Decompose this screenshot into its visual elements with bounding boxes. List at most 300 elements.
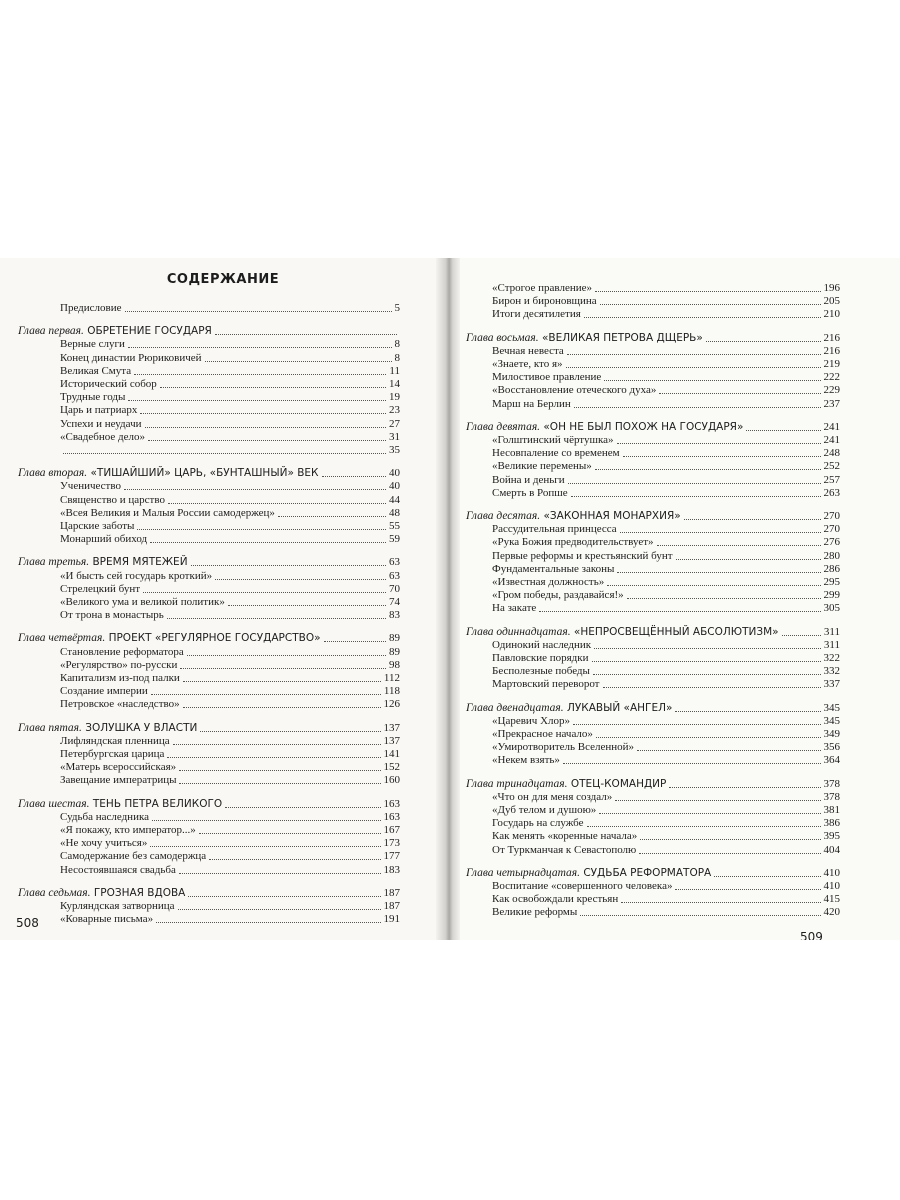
toc-entry bbox=[60, 685, 400, 698]
page-number: 11 bbox=[389, 364, 400, 377]
chapter-title: СУДЬБА РЕФОРМАТОРА bbox=[579, 866, 712, 879]
dot-leader bbox=[124, 489, 386, 490]
page-number: 241 bbox=[823, 434, 840, 446]
toc-entry-title: Создание империи bbox=[60, 685, 148, 698]
toc-entry bbox=[492, 295, 840, 308]
toc-entry-title: Несостоявшаяся свадьба bbox=[60, 863, 176, 876]
toc-entry-title: «Всея Великия и Малыя России самодержец» bbox=[60, 506, 275, 519]
dot-leader bbox=[150, 542, 386, 543]
toc-entry-title: Смерть в Ропше bbox=[492, 486, 568, 499]
toc-entry bbox=[492, 830, 840, 843]
page-number: 63 bbox=[389, 569, 400, 582]
toc-entry-title bbox=[18, 556, 188, 569]
page-number: 222 bbox=[823, 371, 840, 384]
toc-entry bbox=[60, 837, 400, 850]
page-number: 8 bbox=[394, 338, 400, 351]
toc-entry bbox=[492, 678, 840, 691]
page-number: 163 bbox=[383, 810, 400, 823]
dot-leader bbox=[179, 770, 380, 771]
page-number: 395 bbox=[823, 830, 840, 843]
toc-entry-title: Успехи и неудачи bbox=[60, 417, 142, 430]
toc-entry bbox=[60, 748, 400, 761]
page-number: 332 bbox=[823, 665, 840, 678]
toc-entry bbox=[492, 741, 840, 754]
dot-leader bbox=[215, 334, 397, 335]
toc-chapter-entry bbox=[466, 332, 840, 345]
page-number: 44 bbox=[389, 493, 400, 506]
toc-entry-title: Судьба наследника bbox=[60, 810, 150, 823]
dot-leader bbox=[620, 532, 821, 533]
toc-entry bbox=[60, 480, 400, 493]
toc-entry bbox=[492, 384, 840, 397]
dot-leader bbox=[225, 807, 380, 808]
page-number-left: 508 bbox=[16, 916, 39, 930]
toc-entry-title: Как менять «коренные начала» bbox=[492, 830, 638, 843]
toc-chapter-entry bbox=[18, 887, 400, 900]
toc-entry-title bbox=[18, 467, 319, 480]
page-number: 163 bbox=[383, 797, 400, 810]
toc-entry-title: Бесполезные победы bbox=[492, 665, 590, 678]
dot-leader bbox=[322, 476, 387, 477]
chapter-number: Глава десятая. bbox=[466, 510, 541, 522]
toc-entry-title: Трудные годы bbox=[60, 391, 126, 404]
chapter-title: ЛУКАВЫЙ «АНГЕЛ» bbox=[563, 701, 673, 714]
chapter-number: Глава шестая. bbox=[18, 797, 90, 810]
dot-leader bbox=[143, 592, 386, 593]
dot-leader bbox=[706, 341, 821, 342]
dot-leader bbox=[151, 694, 381, 695]
toc-entry-title: Воспитание «совершенного человека» bbox=[492, 880, 673, 892]
toc-entry bbox=[60, 404, 400, 417]
toc-entry bbox=[60, 698, 400, 711]
chapter-number: Глава четырнадцатая. bbox=[466, 866, 580, 879]
chapter-title: ТЕНЬ ПЕТРА ВЕЛИКОГО bbox=[89, 797, 223, 810]
toc-entry bbox=[60, 774, 400, 787]
page-number: 378 bbox=[823, 790, 840, 803]
chapter-title: ГРОЗНАЯ ВДОВА bbox=[90, 886, 186, 899]
page-number: 305 bbox=[823, 602, 840, 615]
page-number: 241 bbox=[823, 420, 840, 433]
toc-entry bbox=[492, 754, 840, 767]
page-number: 89 bbox=[389, 645, 400, 658]
dot-leader bbox=[178, 909, 381, 910]
toc-entry bbox=[60, 672, 400, 685]
toc-entry bbox=[60, 444, 400, 457]
dot-leader bbox=[200, 731, 380, 732]
dot-leader bbox=[145, 427, 386, 428]
toc-entry bbox=[492, 358, 840, 371]
page-number: 276 bbox=[823, 536, 840, 549]
toc-entry bbox=[492, 576, 840, 589]
dot-leader bbox=[278, 516, 386, 517]
toc-entry bbox=[492, 563, 840, 576]
toc-entry-title bbox=[466, 778, 666, 791]
toc-entry bbox=[60, 338, 400, 351]
dot-leader bbox=[571, 496, 821, 497]
page-number: 19 bbox=[389, 391, 400, 404]
toc-entry-title: Бирон и бироновщина bbox=[492, 295, 597, 308]
toc-entry-title: Великая Смута bbox=[60, 364, 132, 377]
toc-entry bbox=[60, 520, 400, 533]
toc-entry-title: Фундаментальные законы bbox=[492, 562, 615, 575]
dot-leader bbox=[746, 430, 820, 431]
toc-entry bbox=[492, 906, 840, 919]
toc-entry-title: Государь на службе bbox=[492, 817, 584, 830]
dot-leader bbox=[187, 655, 386, 656]
toc-entry bbox=[492, 804, 840, 817]
page-number: 98 bbox=[389, 658, 400, 671]
toc-entry-title: «Умиротворитель Вселенной» bbox=[492, 741, 635, 754]
toc-entry bbox=[492, 791, 840, 804]
chapter-number: Глава пятая. bbox=[18, 721, 82, 734]
right-page bbox=[452, 258, 900, 940]
toc-entry-title: Царские заботы bbox=[60, 520, 135, 532]
toc-entry bbox=[60, 507, 400, 520]
toc-entry bbox=[492, 817, 840, 830]
toc-entry-title: Капитализм из-под палки bbox=[60, 672, 180, 684]
dot-leader bbox=[600, 304, 821, 305]
page-number: 137 bbox=[383, 721, 400, 734]
toc-entry bbox=[492, 487, 840, 500]
toc-chapter-entry bbox=[18, 722, 400, 735]
page-number: 381 bbox=[823, 804, 840, 816]
page-number: 70 bbox=[389, 582, 400, 595]
dot-leader bbox=[179, 873, 381, 874]
page-number: 345 bbox=[823, 714, 840, 727]
toc-chapter-entry bbox=[466, 421, 840, 434]
toc-entry bbox=[492, 639, 840, 652]
toc-entry-title: Стрелецкий бунт bbox=[60, 582, 141, 595]
toc-entry-title: На закате bbox=[492, 602, 537, 615]
page-number: 112 bbox=[383, 672, 400, 684]
page-number: 410 bbox=[823, 866, 840, 879]
dot-leader bbox=[595, 469, 821, 470]
toc-entry-title: Павловские порядки bbox=[492, 652, 589, 664]
dot-leader bbox=[621, 902, 820, 903]
dot-leader bbox=[128, 347, 392, 348]
dot-leader bbox=[573, 724, 820, 725]
page-number: 337 bbox=[823, 678, 840, 691]
chapter-number: Глава восьмая. bbox=[466, 331, 539, 344]
dot-leader bbox=[324, 641, 386, 642]
dot-leader bbox=[782, 635, 821, 636]
toc-entry bbox=[60, 365, 400, 378]
toc-entry-title: Петровское «наследство» bbox=[60, 698, 180, 711]
toc-entry bbox=[60, 583, 400, 596]
chapter-title: ЗОЛУШКА У ВЛАСТИ bbox=[81, 721, 198, 734]
page-number: 378 bbox=[823, 777, 840, 790]
toc-entry bbox=[60, 735, 400, 748]
toc-entry-title: «Коварные письма» bbox=[60, 913, 154, 926]
dot-leader bbox=[539, 611, 820, 612]
toc-entry-title: «Гром победы, раздавайся!» bbox=[492, 589, 624, 602]
page-number: 349 bbox=[823, 728, 840, 740]
page-number: 280 bbox=[823, 549, 840, 562]
toc-entry-title: «Знаете, кто я» bbox=[492, 358, 563, 370]
toc-entry-title bbox=[466, 332, 703, 345]
toc-entry-title: Верные слуги bbox=[60, 338, 125, 351]
page-number: 31 bbox=[389, 430, 400, 443]
page-number: 420 bbox=[823, 906, 840, 919]
page-number: 386 bbox=[823, 817, 840, 830]
dot-leader bbox=[567, 354, 821, 355]
page-number: 63 bbox=[389, 556, 400, 569]
toc-entry bbox=[60, 864, 400, 877]
toc-chapter-entry bbox=[466, 510, 840, 523]
toc-chapter-entry bbox=[18, 632, 400, 645]
toc-entry-title: Монарший обиход bbox=[60, 533, 148, 546]
toc-entry-title: «Восстановление отеческого духа» bbox=[492, 384, 657, 397]
dot-leader bbox=[593, 674, 821, 675]
page-number: 216 bbox=[823, 331, 840, 344]
toc-entry-title: Ученичество bbox=[60, 480, 121, 493]
dot-leader bbox=[714, 876, 820, 877]
page-number: 5 bbox=[394, 302, 400, 314]
dot-leader bbox=[637, 750, 820, 751]
toc-entry-title: «Известная должность» bbox=[492, 576, 605, 588]
dot-leader bbox=[215, 579, 386, 580]
dot-leader bbox=[125, 311, 392, 312]
page-number: 167 bbox=[383, 824, 400, 836]
toc-entry-title: «Свадебное дело» bbox=[60, 430, 145, 443]
chapter-title: ОТЕЦ-КОМАНДИР bbox=[567, 777, 667, 790]
toc-entry-title: «Не хочу учиться» bbox=[60, 837, 148, 850]
chapter-title: «ВЕЛИКАЯ ПЕТРОВА ДЩЕРЬ» bbox=[538, 331, 703, 344]
dot-leader bbox=[173, 744, 381, 745]
page-number: 23 bbox=[389, 404, 400, 417]
toc-entry bbox=[60, 533, 400, 546]
toc-entry-title: Конец династии Рюриковичей bbox=[60, 351, 202, 364]
toc-entry bbox=[492, 308, 840, 321]
dot-leader bbox=[191, 565, 386, 566]
dot-leader bbox=[134, 374, 386, 375]
toc-entry-title: «Великого ума и великой политик» bbox=[60, 596, 225, 608]
dot-leader bbox=[183, 681, 381, 682]
toc-entry bbox=[492, 665, 840, 678]
toc-entry-title: Вечная невеста bbox=[492, 344, 564, 357]
chapter-number: Глава третья. bbox=[18, 556, 90, 569]
page-number: 415 bbox=[823, 893, 840, 906]
chapter-title: ВРЕМЯ МЯТЕЖЕЙ bbox=[89, 556, 188, 569]
chapter-number: Глава седьмая. bbox=[18, 886, 91, 899]
dot-leader bbox=[183, 707, 381, 708]
chapter-number: Глава тринадцатая. bbox=[466, 777, 568, 790]
book-gutter bbox=[436, 258, 460, 940]
toc-entry bbox=[492, 523, 840, 536]
dot-leader bbox=[615, 800, 820, 801]
dot-leader bbox=[160, 387, 386, 388]
dot-leader bbox=[140, 413, 386, 414]
toc-entry bbox=[60, 824, 400, 837]
toc-entry bbox=[60, 913, 400, 926]
toc-entry-title: «И бысть сей государь кроткий» bbox=[60, 569, 213, 582]
toc-entry-title: Лифляндская пленница bbox=[60, 734, 170, 747]
dot-leader bbox=[188, 896, 380, 897]
toc-entry bbox=[492, 602, 840, 615]
toc-entry-title: «Я покажу, кто император...» bbox=[60, 824, 196, 836]
page-number: 74 bbox=[389, 596, 400, 608]
toc-entry-title: Милостивое правление bbox=[492, 371, 602, 384]
toc-entry-title: «Матерь всероссийская» bbox=[60, 761, 177, 774]
toc-entry-title: Курляндская затворница bbox=[60, 900, 175, 912]
toc-entry bbox=[60, 850, 400, 863]
dot-leader bbox=[676, 559, 821, 560]
page-number: 14 bbox=[389, 378, 400, 390]
page-number: 216 bbox=[823, 344, 840, 357]
dot-leader bbox=[617, 572, 820, 573]
toc-entry bbox=[60, 431, 400, 444]
toc-entry-title: От трона в монастырь bbox=[60, 609, 164, 622]
toc-entry-title: Марш на Берлин bbox=[492, 397, 571, 410]
toc-entry bbox=[492, 728, 840, 741]
toc-chapter-entry bbox=[466, 867, 840, 880]
page-number-right: 509 bbox=[800, 930, 823, 940]
dot-leader bbox=[568, 483, 821, 484]
dot-leader bbox=[152, 820, 380, 821]
toc-entry-title: «Прекрасное начало» bbox=[492, 728, 593, 740]
dot-leader bbox=[594, 648, 821, 649]
toc-entry bbox=[60, 596, 400, 609]
page-number: 118 bbox=[383, 685, 400, 698]
dot-leader bbox=[580, 915, 820, 916]
toc-entry-title: Как освобождали крестьян bbox=[492, 893, 619, 906]
chapter-number: Глава четвёртая. bbox=[18, 632, 106, 645]
page-number: 257 bbox=[823, 473, 840, 486]
page-number: 410 bbox=[823, 880, 840, 892]
page-number: 48 bbox=[389, 506, 400, 519]
toc-entry-title bbox=[18, 632, 321, 645]
dot-leader bbox=[669, 787, 820, 788]
page-number: 196 bbox=[823, 282, 840, 294]
page-number: 126 bbox=[383, 698, 400, 711]
chapter-title: «ОН НЕ БЫЛ ПОХОЖ НА ГОСУДАРЯ» bbox=[540, 420, 744, 433]
toc-entry-title: Война и деньги bbox=[492, 473, 565, 486]
toc-entry-title: Несовпаление со временем bbox=[492, 447, 620, 460]
page-number: 237 bbox=[823, 397, 840, 410]
toc-entry-title: Предисловие bbox=[60, 302, 122, 314]
toc-entry-title: Итоги десятилетия bbox=[492, 308, 581, 321]
toc-entry bbox=[60, 900, 400, 913]
page-number: 229 bbox=[823, 384, 840, 397]
toc-entry-title: «Рука Божия предводительствует» bbox=[492, 536, 654, 549]
toc-entry-title: «Некем взять» bbox=[492, 754, 560, 767]
chapter-number: Глава девятая. bbox=[466, 420, 541, 433]
toc-entry-title bbox=[466, 702, 672, 715]
dot-leader bbox=[205, 361, 392, 362]
page-number: 311 bbox=[823, 638, 840, 651]
dot-leader bbox=[639, 853, 820, 854]
toc-entry-title bbox=[18, 722, 197, 735]
toc-entry bbox=[60, 659, 400, 672]
dot-leader bbox=[675, 711, 820, 712]
toc-entry-title: Становление реформатора bbox=[60, 645, 184, 658]
chapter-number: Глава первая. bbox=[18, 325, 84, 338]
toc-entry-title bbox=[18, 887, 185, 900]
toc-entry bbox=[492, 589, 840, 602]
toc-chapter-entry bbox=[466, 626, 840, 639]
page-number: 183 bbox=[383, 863, 400, 876]
toc-chapter-entry bbox=[18, 467, 400, 480]
toc-entry bbox=[492, 550, 840, 563]
toc-entry-title: Царь и патриарх bbox=[60, 404, 138, 417]
toc-entry bbox=[60, 352, 400, 365]
chapter-number: Глава вторая. bbox=[18, 467, 88, 480]
chapter-title: ОБРЕТЕНИЕ ГОСУДАРЯ bbox=[83, 325, 212, 338]
toc-entry bbox=[60, 302, 400, 315]
toc-entry bbox=[492, 371, 840, 384]
page-number: 252 bbox=[823, 460, 840, 473]
chapter-title: «НЕПРОСВЕЩЁННЫЙ АБСОЛЮТИЗМ» bbox=[570, 625, 779, 638]
toc-title: СОДЕРЖАНИЕ bbox=[166, 272, 280, 287]
toc-entry bbox=[492, 474, 840, 487]
dot-leader bbox=[675, 889, 820, 890]
toc-entry bbox=[492, 447, 840, 460]
page-number: 177 bbox=[383, 850, 400, 863]
toc-entry bbox=[492, 844, 840, 857]
toc-entry bbox=[492, 282, 840, 295]
toc-entry-title: «Строгое правление» bbox=[492, 282, 592, 294]
chapter-number: Глава двенадцатая. bbox=[466, 701, 564, 714]
toc-entry bbox=[492, 536, 840, 549]
dot-leader bbox=[180, 668, 386, 669]
toc-entry bbox=[60, 378, 400, 391]
toc-entry-title: Рассудительная принцесса bbox=[492, 523, 617, 536]
toc-entry-title: Первые реформы и крестьянский бунт bbox=[492, 549, 673, 562]
dot-leader bbox=[563, 763, 821, 764]
dot-leader bbox=[167, 618, 386, 619]
page-number: 248 bbox=[823, 447, 840, 460]
dot-leader bbox=[604, 380, 820, 381]
toc-entry-title bbox=[466, 421, 743, 434]
dot-leader bbox=[128, 400, 386, 401]
dot-leader bbox=[599, 813, 820, 814]
toc-entry bbox=[492, 345, 840, 358]
page-number: 40 bbox=[389, 480, 400, 493]
page-number: 356 bbox=[823, 741, 840, 754]
dot-leader bbox=[659, 393, 820, 394]
toc-entry-title bbox=[18, 798, 222, 811]
page-number: 152 bbox=[383, 761, 400, 774]
dot-leader bbox=[209, 859, 380, 860]
toc-entry bbox=[60, 811, 400, 824]
dot-leader bbox=[617, 443, 821, 444]
dot-leader bbox=[179, 783, 380, 784]
page-number: 270 bbox=[823, 523, 840, 536]
dot-leader bbox=[640, 839, 820, 840]
book-spread bbox=[0, 258, 900, 940]
toc-entry-title bbox=[466, 626, 779, 639]
dot-leader bbox=[623, 456, 821, 457]
toc-entry bbox=[492, 652, 840, 665]
page-number: 40 bbox=[389, 467, 400, 480]
toc-entry bbox=[60, 646, 400, 659]
dot-leader bbox=[228, 605, 386, 606]
toc-entry-title: От Туркманчая к Севастополю bbox=[492, 843, 637, 856]
toc-entry bbox=[60, 494, 400, 507]
toc-entry bbox=[60, 570, 400, 583]
page-number: 295 bbox=[823, 576, 840, 588]
page-number: 187 bbox=[383, 886, 400, 899]
left-page bbox=[0, 258, 446, 940]
dot-leader bbox=[63, 453, 386, 454]
toc-entry-title: Священство и царство bbox=[60, 493, 165, 506]
page-number: 160 bbox=[383, 774, 400, 787]
dot-leader bbox=[592, 661, 821, 662]
toc-entry-title: Одинокий наследник bbox=[492, 638, 592, 651]
toc-entry bbox=[60, 391, 400, 404]
dot-leader bbox=[574, 407, 821, 408]
toc-entry bbox=[60, 418, 400, 431]
